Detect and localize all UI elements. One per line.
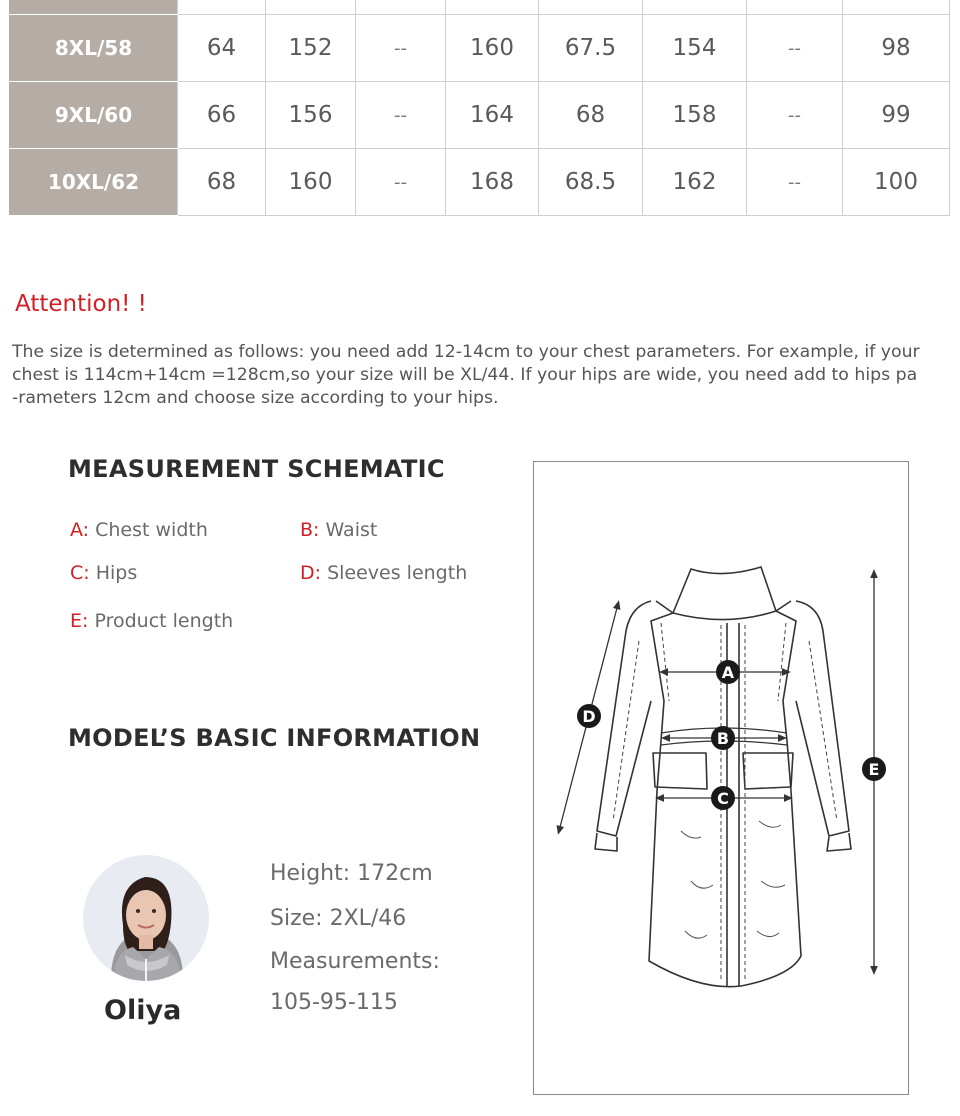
table-cell: 68 xyxy=(539,82,643,149)
legend-item-waist: B: Waist xyxy=(300,519,378,541)
table-cell: -- xyxy=(356,149,446,216)
table-cell: -- xyxy=(356,15,446,82)
legend-item-chest: A: Chest width xyxy=(70,519,208,541)
size-table xyxy=(9,0,950,216)
marker-e xyxy=(862,757,886,781)
model-name: Oliya xyxy=(104,995,182,1026)
measurement-diagram xyxy=(533,461,909,1095)
model-info-heading: MODEL’S BASIC INFORMATION xyxy=(68,724,481,752)
marker-d xyxy=(577,704,601,728)
table-cell: 168 xyxy=(446,149,539,216)
model-measurements-label: Measurements: xyxy=(270,949,440,974)
table-cell: 100 xyxy=(843,149,950,216)
size-cell: 10XL/62 xyxy=(10,149,178,216)
size-note-line: The size is determined as follows: you need add 12-14cm to your chest parameters. For example, if your xyxy=(12,342,920,362)
table-row xyxy=(10,0,950,15)
table-cell: 152 xyxy=(266,15,356,82)
table-cell: 154 xyxy=(643,15,747,82)
attention-title: Attention! ! xyxy=(15,291,147,317)
svg-text:B: B xyxy=(716,729,730,748)
size-cell: 8XL/58 xyxy=(10,15,178,82)
table-cell: 67.5 xyxy=(539,15,643,82)
table-cell: 98 xyxy=(843,15,950,82)
coat-quilting xyxy=(681,821,785,938)
table-cell: -- xyxy=(747,82,843,149)
model-measurements: 105-95-115 xyxy=(270,990,398,1015)
table-cell: 66 xyxy=(178,82,266,149)
table-cell: 162 xyxy=(643,149,747,216)
table-cell: 156 xyxy=(266,82,356,149)
svg-text:A: A xyxy=(721,663,735,682)
table-cell: 164 xyxy=(446,82,539,149)
svg-text:C: C xyxy=(717,789,729,808)
table-cell: -- xyxy=(356,82,446,149)
table-cell: 68 xyxy=(178,149,266,216)
table-row xyxy=(10,15,950,82)
svg-text:D: D xyxy=(582,707,596,726)
model-height: Height: 172cm xyxy=(270,861,433,886)
table-cell: 160 xyxy=(266,149,356,216)
coat-drawing xyxy=(534,462,907,1093)
table-cell: -- xyxy=(747,149,843,216)
table-cell: 64 xyxy=(178,15,266,82)
table-cell: -- xyxy=(747,15,843,82)
avatar xyxy=(83,855,209,981)
measurement-schematic-heading: MEASUREMENT SCHEMATIC xyxy=(68,455,445,483)
size-note xyxy=(12,341,920,410)
legend-item-hips: C: Hips xyxy=(70,562,138,584)
coat-outline xyxy=(595,567,851,987)
table-cell: 160 xyxy=(446,15,539,82)
marker-a xyxy=(716,660,740,684)
marker-c xyxy=(711,786,735,810)
size-note-line: chest is 114cm+14cm =128cm,so your size will be XL/44. If your hips are wide, you need add to hips pa xyxy=(12,365,918,385)
table-row xyxy=(10,82,950,149)
model-size: Size: 2XL/46 xyxy=(270,906,407,931)
table-row xyxy=(10,149,950,216)
svg-text:E: E xyxy=(868,760,880,779)
table-cell: 158 xyxy=(643,82,747,149)
size-cell: 9XL/60 xyxy=(10,82,178,149)
legend-item-length: E: Product length xyxy=(70,610,234,632)
table-cell: 68.5 xyxy=(539,149,643,216)
size-note-line: -rameters 12cm and choose size according to your hips. xyxy=(12,388,499,408)
marker-b xyxy=(711,726,735,750)
table-cell: 99 xyxy=(843,82,950,149)
legend-item-sleeves: D: Sleeves length xyxy=(300,562,468,584)
